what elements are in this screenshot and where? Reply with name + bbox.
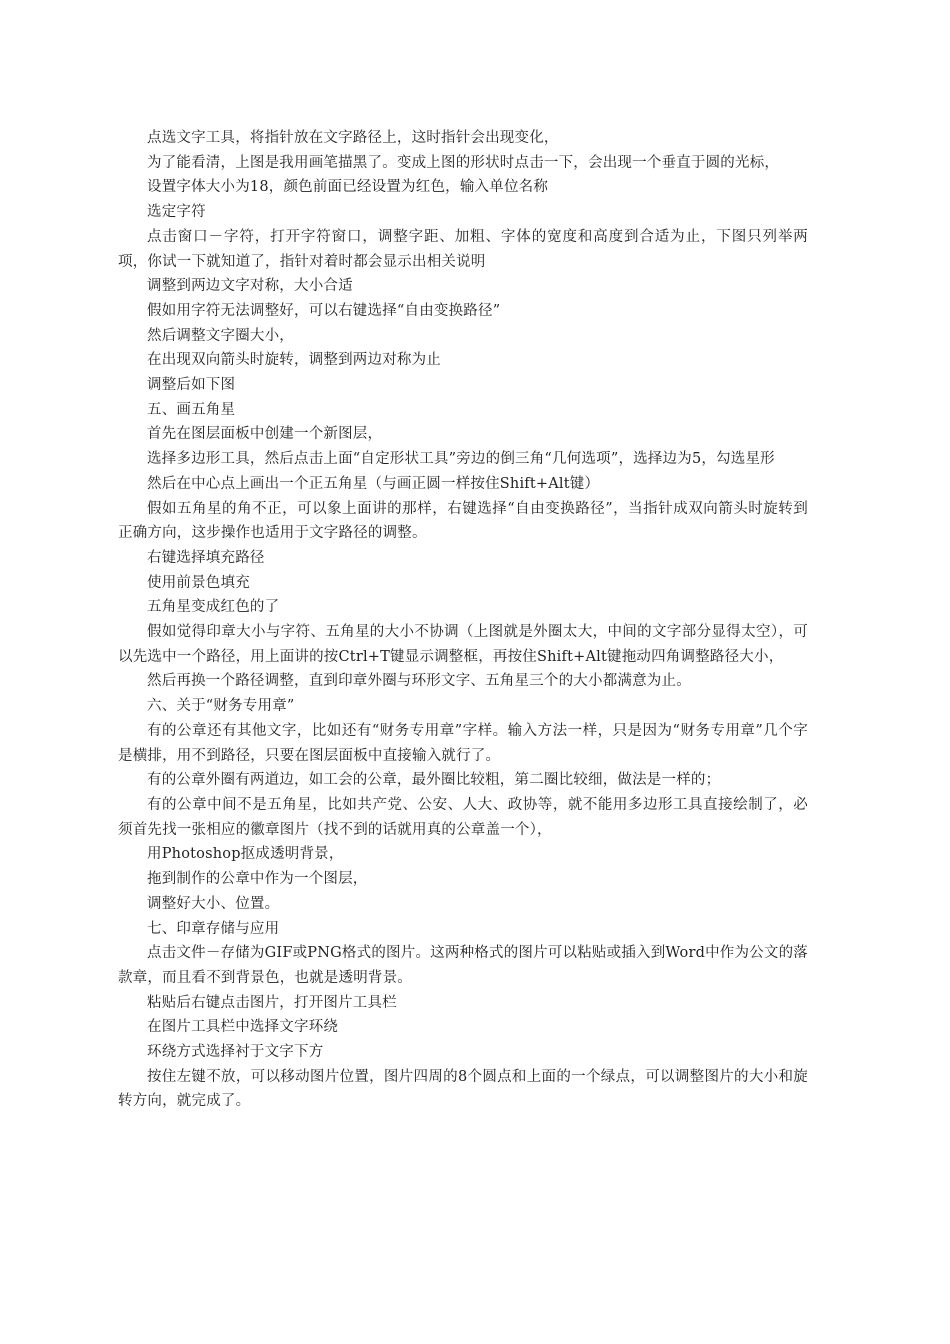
paragraph: 调整好大小、位置。 <box>147 895 280 912</box>
paragraph: 假如用字符无法调整好，可以右键选择“自由变换路径” <box>147 302 501 319</box>
paragraph: 在出现双向箭头时旋转，调整到两边对称为止 <box>147 352 441 369</box>
paragraph: 然后在中心点上画出一个正五角星（与画正圆一样按住Shift+Alt键） <box>147 475 600 492</box>
paragraph: 使用前景色填充 <box>147 574 250 591</box>
paragraph: 粘贴后右键点击图片，打开图片工具栏 <box>147 994 397 1011</box>
section-heading: 五、画五角星 <box>147 401 236 418</box>
paragraph: 点击窗口－字符，打开字符窗口，调整字距、加粗、字体的宽度和高度到合适为止，下图只列举两项，你试一下就知道了，指针对着时都会显示出相关说明 <box>118 228 808 270</box>
paragraph: 为了能看清，上图是我用画笔描黑了。变成上图的形状时点击一下，会出现一个垂直于圆的光标， <box>147 154 780 171</box>
paragraph: 用Photoshop抠成透明背景， <box>147 846 344 863</box>
paragraph: 假如五角星的角不正，可以象上面讲的那样，右键选择“自由变换路径”，当指针成双向箭头时旋转到正确方向，这步操作也适用于文字路径的调整。 <box>118 500 808 542</box>
paragraph: 拖到制作的公章中作为一个图层， <box>147 871 368 888</box>
document-body <box>118 126 808 1114</box>
paragraph: 假如觉得印章大小与字符、五角星的大小不协调（上图就是外圈太大，中间的文字部分显得太空），可以先选中一个路径，用上面讲的按Ctrl+T键显示调整框，再按住Shift+Alt键拖动四角调整路径大小， <box>118 624 808 665</box>
section-heading: 六、关于“财务专用章” <box>147 698 295 715</box>
paragraph: 五角星变成红色的了 <box>147 599 280 616</box>
paragraph: 在图片工具栏中选择文字环绕 <box>147 1019 339 1036</box>
paragraph: 环绕方式选择衬于文字下方 <box>147 1044 324 1061</box>
paragraph: 有的公章中间不是五角星，比如共产党、公安、人大、政协等，就不能用多边形工具直接绘制了，必须首先找一张相应的徽章图片（找不到的话就用真的公章盖一个）， <box>118 796 808 838</box>
paragraph: 调整到两边文字对称，大小合适 <box>147 278 353 295</box>
paragraph: 点选文字工具，将指针放在文字路径上，这时指针会出现变化， <box>147 130 559 146</box>
paragraph: 然后调整文字圈大小， <box>147 327 294 344</box>
paragraph: 调整后如下图 <box>147 377 236 394</box>
section-heading: 七、印章存储与应用 <box>147 920 280 937</box>
paragraph: 选定字符 <box>147 204 206 221</box>
paragraph: 有的公章外圈有两道边，如工会的公章，最外圈比较粗，第二圈比较细，做法是一样的； <box>147 772 721 789</box>
paragraph: 按住左键不放，可以移动图片位置，图片四周的8个圆点和上面的一个绿点，可以调整图片的大小和旋转方向，就完成了。 <box>118 1068 808 1110</box>
paragraph: 设置字体大小为18，颜色前面已经设置为红色，输入单位名称 <box>147 179 549 196</box>
paragraph: 然后再换一个路径调整，直到印章外圈与环形文字、五角星三个的大小都满意为止。 <box>147 673 691 690</box>
paragraph: 点击文件－存储为GIF或PNG格式的图片。这两种格式的图片可以粘贴或插入到Word中作为公文的落款章，而且看不到背景色，也就是透明背景。 <box>118 945 808 986</box>
paragraph: 首先在图层面板中创建一个新图层， <box>147 426 383 443</box>
paragraph: 选择多边形工具，然后点击上面“自定形状工具”旁边的倒三角“几何选项”，选择边为5，勾选星形 <box>147 451 775 468</box>
paragraph: 有的公章还有其他文字，比如还有“财务专用章”字样。输入方法一样，只是因为“财务专用章”几个字是横排，用不到路径，只要在图层面板中直接输入就行了。 <box>118 722 808 764</box>
paragraph: 右键选择填充路径 <box>147 549 265 566</box>
